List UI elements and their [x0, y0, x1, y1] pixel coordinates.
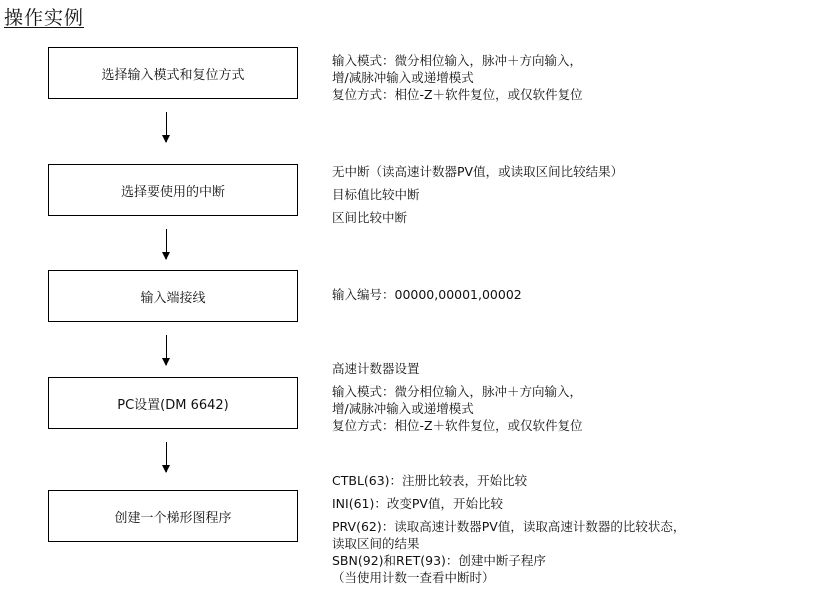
description-line: PRV(62)：读取高速计数器PV值，读取高速计数器的比较状态，: [332, 519, 686, 534]
description-line: 输入模式：微分相位输入，脉冲＋方向输入，: [332, 53, 583, 68]
step-box-create-ladder-program: 创建一个梯形图程序: [48, 490, 298, 542]
step-description-4: [332, 360, 822, 434]
step-box-pc-setup: PC设置(DM 6642): [48, 377, 298, 429]
description-line: 输入模式：微分相位输入，脉冲＋方向输入，: [332, 384, 583, 399]
description-line: 增/减脉冲输入或递增模式: [332, 70, 474, 85]
step-description-2: [332, 163, 822, 226]
description-line: INI(61)：改变PV值，开始比较: [332, 496, 503, 511]
step-box-select-input-mode: 选择输入模式和复位方式: [48, 47, 298, 99]
description-line: 目标值比较中断: [332, 187, 420, 202]
flow-arrow-2: [166, 229, 167, 259]
page-title: 操作实例: [4, 7, 85, 29]
flow-arrow-4: [166, 442, 167, 472]
description-line: CTBL(63)：注册比较表，开始比较: [332, 473, 528, 488]
step-description-3: [332, 286, 822, 303]
description-line: 输入编号：00000,00001,00002: [332, 287, 522, 302]
step-description-1: [332, 52, 822, 103]
description-line: SBN(92)和RET(93)：创建中断子程序: [332, 553, 546, 568]
step-box-input-wiring: 输入端接线: [48, 270, 298, 322]
flow-arrow-3: [166, 335, 167, 365]
step-description-5: [332, 472, 822, 586]
flow-arrow-1: [166, 112, 167, 142]
step-box-select-interrupt: 选择要使用的中断: [48, 164, 298, 216]
description-line: 高速计数器设置: [332, 361, 420, 376]
description-line: 区间比较中断: [332, 210, 408, 225]
description-line: 复位方式：相位-Z＋软件复位，或仅软件复位: [332, 418, 583, 433]
description-line: （当使用计数一查看中断时）: [332, 570, 495, 585]
description-line: 读取区间的结果: [332, 536, 420, 551]
description-line: 复位方式：相位-Z＋软件复位，或仅软件复位: [332, 87, 583, 102]
description-line: 无中断（读高速计数器PV值，或读取区间比较结果）: [332, 164, 624, 179]
description-line: 增/减脉冲输入或递增模式: [332, 401, 474, 416]
